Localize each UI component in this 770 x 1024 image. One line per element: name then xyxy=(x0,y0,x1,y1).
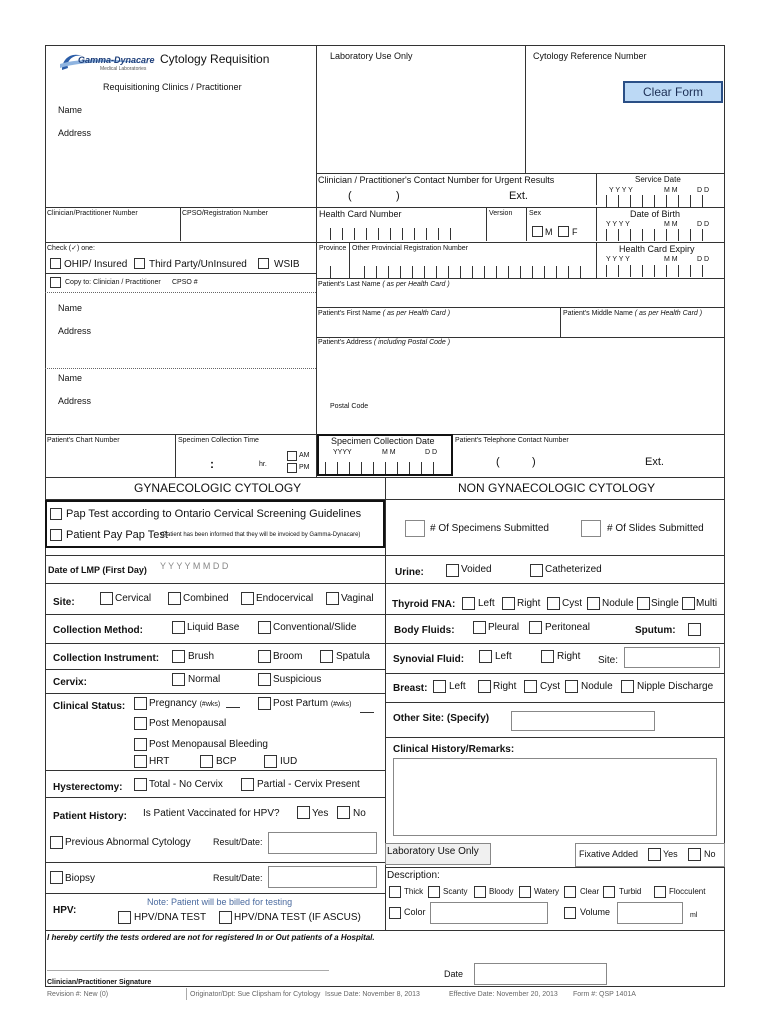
conventional-label: Conventional/Slide xyxy=(273,622,357,633)
province-label: Province xyxy=(319,245,347,252)
date-field[interactable] xyxy=(474,963,607,985)
service-date-label: Service Date xyxy=(635,175,681,184)
volume-label: Volume xyxy=(580,907,611,917)
syn-right-label: Right xyxy=(557,651,581,662)
province-boxes[interactable] xyxy=(330,265,342,277)
vacc-no-label: No xyxy=(353,808,366,819)
thyroid-right-label: Right xyxy=(517,598,541,609)
dob-boxes[interactable] xyxy=(606,228,714,240)
other-site-field[interactable] xyxy=(511,711,655,731)
biopsy-label: Biopsy xyxy=(65,873,96,884)
hpv-ascus-checkbox[interactable] xyxy=(219,911,232,924)
originator-label: Originator/Dpt: Sue Clipsham for Cytology xyxy=(190,991,321,998)
ml-label: ml xyxy=(690,912,698,919)
post-meno-bleed-label: Post Menopausal Bleeding xyxy=(149,739,268,750)
result-date-label: Result/Date: xyxy=(213,837,263,847)
fix-yes-label: Yes xyxy=(663,849,678,859)
wsib-checkbox[interactable] xyxy=(258,258,269,269)
iud-label: IUD xyxy=(280,756,298,767)
dob-dd: D D xyxy=(697,221,710,228)
last-name-label: Patient's Last Name ( as per Health Card ) xyxy=(318,281,450,288)
endocervical-label: Endocervical xyxy=(256,593,314,604)
syn-right-checkbox[interactable] xyxy=(541,650,554,663)
paren-close: ) xyxy=(396,190,400,202)
cervical-checkbox[interactable] xyxy=(100,592,113,605)
tel-paren-open: ( xyxy=(496,456,500,468)
syn-site-label: Site: xyxy=(598,655,619,666)
hpv-label: HPV: xyxy=(53,905,77,916)
nongyn-heading: NON GYNAECOLOGIC CYTOLOGY xyxy=(458,481,656,495)
prev-abn-result-field[interactable] xyxy=(268,832,377,854)
voided-checkbox[interactable] xyxy=(446,564,459,577)
breast-left-checkbox[interactable] xyxy=(433,680,446,693)
volume-checkbox[interactable] xyxy=(564,907,576,919)
body-fluids-label: Body Fluids: xyxy=(394,625,455,636)
chart-number-label: Patient's Chart Number xyxy=(47,437,120,444)
scanty-checkbox[interactable] xyxy=(428,886,440,898)
partial-checkbox[interactable] xyxy=(241,778,254,791)
thick-checkbox[interactable] xyxy=(389,886,401,898)
thyroid-label: Thyroid FNA: xyxy=(392,599,456,610)
clear-form-button[interactable]: Clear Form xyxy=(623,81,723,103)
normal-checkbox[interactable] xyxy=(172,673,185,686)
thyroid-nodule-label: Nodule xyxy=(602,598,634,609)
clin-status-label: Clinical Status: xyxy=(53,701,126,712)
first-name-label: Patient's First Name ( as per Health Card ) xyxy=(318,310,451,317)
pap-ontario-checkbox[interactable] xyxy=(50,508,62,520)
ext-label: Ext. xyxy=(509,190,528,202)
am-checkbox[interactable] xyxy=(287,451,297,461)
breast-cyst-label: Cyst xyxy=(540,681,560,692)
breast-cyst-checkbox[interactable] xyxy=(524,680,537,693)
patient-pay-note: (Patient has been informed that they will be invoiced by Gamma-Dynacare) xyxy=(161,532,361,538)
other-prov-boxes[interactable] xyxy=(364,265,592,277)
pregnancy-label: Pregnancy (#wks) xyxy=(149,698,221,709)
thyroid-nodule-checkbox[interactable] xyxy=(587,597,600,610)
thyroid-single-checkbox[interactable] xyxy=(637,597,650,610)
total-checkbox[interactable] xyxy=(134,778,147,791)
thyroid-cyst-label: Cyst xyxy=(562,598,582,609)
sex-m-label: M xyxy=(545,227,553,237)
synovial-label: Synovial Fluid: xyxy=(393,654,465,665)
coll-dd: D D xyxy=(425,449,438,456)
expiry-boxes[interactable] xyxy=(606,264,714,276)
catheterized-checkbox[interactable] xyxy=(530,564,543,577)
sex-f-label: F xyxy=(572,227,578,237)
coll-instr-label: Collection Instrument: xyxy=(53,653,160,664)
vacc-yes-checkbox[interactable] xyxy=(297,806,310,819)
num-slides-field[interactable] xyxy=(581,520,601,537)
suspicious-checkbox[interactable] xyxy=(258,673,271,686)
hrt-checkbox[interactable] xyxy=(134,755,147,768)
bloody-checkbox[interactable] xyxy=(474,886,486,898)
hpv-note: Note: Patient will be billed for testing xyxy=(147,897,293,907)
fixative-label: Fixative Added xyxy=(579,849,639,859)
second-name-label: Name xyxy=(58,373,83,383)
conventional-checkbox[interactable] xyxy=(258,621,271,634)
vacc-no-checkbox[interactable] xyxy=(337,806,350,819)
ohip-label: OHIP/ Insured xyxy=(64,259,128,270)
name-label: Name xyxy=(58,105,83,115)
bcp-label: BCP xyxy=(216,756,237,767)
prev-abn-checkbox[interactable] xyxy=(50,836,63,849)
contact-label: Clinician / Practitioner's Contact Number for Urgent Results xyxy=(318,175,555,185)
hpv-dna-checkbox[interactable] xyxy=(118,911,131,924)
syn-left-label: Left xyxy=(495,651,512,662)
prev-abn-label: Previous Abnormal Cytology xyxy=(65,837,191,848)
lab-use2-label: Laboratory Use Only xyxy=(387,846,479,857)
spatula-label: Spatula xyxy=(336,651,370,662)
tel-paren-close: ) xyxy=(532,456,536,468)
hr-label: hr. xyxy=(259,461,267,468)
health-card-boxes[interactable] xyxy=(330,227,462,239)
clear-checkbox[interactable] xyxy=(564,886,576,898)
iud-checkbox[interactable] xyxy=(264,755,277,768)
patient-pay-label: Patient Pay Pap Test xyxy=(66,529,168,541)
health-card-label: Health Card Number xyxy=(319,209,402,219)
req-clinics-label: Requisitioning Clinics / Practitioner xyxy=(103,82,242,92)
flocculent-checkbox[interactable] xyxy=(654,886,666,898)
num-specimens-field[interactable] xyxy=(405,520,425,537)
sputum-checkbox[interactable] xyxy=(688,623,701,636)
copy-address-label: Address xyxy=(58,326,92,336)
nipple-checkbox[interactable] xyxy=(621,680,634,693)
other-site-label: Other Site: (Specify) xyxy=(393,713,490,724)
post-partum-label: Post Partum (#wks) xyxy=(273,698,352,709)
hpv-dna-label: HPV/DNA TEST xyxy=(134,912,207,923)
vaginal-checkbox[interactable] xyxy=(326,592,339,605)
hpv-ascus-label: HPV/DNA TEST (IF ASCUS) xyxy=(234,912,361,923)
copy-name-label: Name xyxy=(58,303,83,313)
effective-label: Effective Date: November 20, 2013 xyxy=(449,991,558,998)
thyroid-right-checkbox[interactable] xyxy=(502,597,515,610)
copy-to-checkbox[interactable] xyxy=(50,277,61,288)
date-label: Date xyxy=(444,969,464,979)
thyroid-multi-label: Multi xyxy=(696,598,718,609)
signature-label: Clinician/Practitioner Signature xyxy=(47,979,152,986)
liquid-base-label: Liquid Base xyxy=(187,622,240,633)
pleural-checkbox[interactable] xyxy=(473,621,486,634)
thick-label: Thick xyxy=(404,887,424,896)
cervical-label: Cervical xyxy=(115,593,152,604)
breast-right-checkbox[interactable] xyxy=(478,680,491,693)
breast-label: Breast: xyxy=(393,683,428,694)
catheterized-label: Catheterized xyxy=(545,564,602,575)
syn-left-checkbox[interactable] xyxy=(479,650,492,663)
pt-address-label: Patient's Address ( including Postal Code ) xyxy=(318,339,451,346)
patient-pay-checkbox[interactable] xyxy=(50,529,62,541)
cpso-reg-label: CPSO/Registration Number xyxy=(182,210,268,217)
dob-yyyy: Y Y Y Y xyxy=(606,221,630,228)
num-specimens-label: # Of Specimens Submitted xyxy=(430,523,549,534)
second-address-label: Address xyxy=(58,396,92,406)
color-checkbox[interactable] xyxy=(389,907,401,919)
site-label: Site: xyxy=(53,597,75,608)
time-colon: : xyxy=(210,457,214,471)
vacc-yes-label: Yes xyxy=(312,808,329,819)
revision-label: Revision #: New (0) xyxy=(47,991,109,998)
hrt-label: HRT xyxy=(149,756,170,767)
sex-label: Sex xyxy=(529,210,542,217)
gyn-heading: GYNAECOLOGIC CYTOLOGY xyxy=(134,481,302,495)
bcp-checkbox[interactable] xyxy=(200,755,213,768)
sex-m-checkbox[interactable] xyxy=(532,226,543,237)
logo-text: Gamma-Dynacare xyxy=(78,55,155,65)
clin-hist-field[interactable] xyxy=(393,758,717,836)
volume-field[interactable] xyxy=(617,902,683,924)
clin-number-label: Clinician/Practitioner Number xyxy=(47,210,138,217)
fix-no-checkbox[interactable] xyxy=(688,848,701,861)
broom-label: Broom xyxy=(273,651,303,662)
thyroid-left-label: Left xyxy=(478,598,495,609)
broom-checkbox[interactable] xyxy=(258,650,271,663)
wsib-label: WSIB xyxy=(274,259,300,270)
signature-line[interactable] xyxy=(47,970,329,971)
combined-label: Combined xyxy=(183,593,229,604)
lmp-format[interactable]: Y Y Y Y M M D D xyxy=(160,561,229,571)
hpv-vacc-label: Is Patient Vaccinated for HPV? xyxy=(143,808,280,819)
lmp-label: Date of LMP (First Day) xyxy=(48,565,147,575)
tel-label: Patient's Telephone Contact Number xyxy=(455,437,569,444)
sputum-label: Sputum: xyxy=(635,625,676,636)
expiry-mm: M M xyxy=(664,256,678,263)
post-meno-label: Post Menopausal xyxy=(149,718,227,729)
sex-f-checkbox[interactable] xyxy=(558,226,569,237)
num-slides-label: # Of Slides Submitted xyxy=(607,523,704,534)
ohip-checkbox[interactable] xyxy=(50,258,61,269)
service-mm: M M xyxy=(664,187,678,194)
cpso-hash-label: CPSO # xyxy=(172,279,198,286)
coll-yyyy: YYYY xyxy=(333,449,352,456)
cyto-ref-label: Cytology Reference Number xyxy=(533,51,647,61)
peritoneal-label: Peritoneal xyxy=(545,622,591,633)
service-date-boxes[interactable] xyxy=(606,194,714,206)
other-prov-label: Other Provincial Registration Number xyxy=(352,245,468,252)
total-label: Total - No Cervix xyxy=(149,779,223,790)
dob-label: Date of Birth xyxy=(630,209,681,219)
clin-hist-label: Clinical History/Remarks: xyxy=(393,744,515,755)
coll-method-label: Collection Method: xyxy=(53,625,143,636)
normal-label: Normal xyxy=(188,674,221,685)
copy-to-label: Copy to: Clinician / Practitioner xyxy=(65,279,161,286)
thyroid-left-checkbox[interactable] xyxy=(462,597,475,610)
peritoneal-checkbox[interactable] xyxy=(529,621,542,634)
breast-nodule-checkbox[interactable] xyxy=(565,680,578,693)
syn-site-field[interactable] xyxy=(624,647,720,668)
thyroid-multi-checkbox[interactable] xyxy=(682,597,695,610)
biopsy-result-field[interactable] xyxy=(268,866,377,888)
logo-sub: Medical Laboratories xyxy=(100,66,147,72)
urine-label: Urine: xyxy=(395,567,424,578)
expiry-yyyy: Y Y Y Y xyxy=(606,256,630,263)
pt-history-label: Patient History: xyxy=(53,811,127,822)
dob-mm: M M xyxy=(664,221,678,228)
voided-label: Voided xyxy=(461,564,492,575)
hc-expiry-label: Health Card Expiry xyxy=(619,244,695,254)
third-party-checkbox[interactable] xyxy=(134,258,145,269)
result-date2-label: Result/Date: xyxy=(213,873,263,883)
breast-left-label: Left xyxy=(449,681,466,692)
coll-date-ticks xyxy=(325,461,445,473)
partial-label: Partial - Cervix Present xyxy=(257,779,360,790)
color-field[interactable] xyxy=(430,902,548,924)
spatula-checkbox[interactable] xyxy=(320,650,333,663)
pm-label: PM xyxy=(299,464,310,471)
pap-ontario-label: Pap Test according to Ontario Cervical Screening Guidelines xyxy=(66,508,362,520)
coll-date-label: Specimen Collection Date xyxy=(331,436,435,446)
coll-time-label: Specimen Collection Time xyxy=(178,437,259,444)
thyroid-cyst-checkbox[interactable] xyxy=(547,597,560,610)
pm-checkbox[interactable] xyxy=(287,463,297,473)
pregnancy-checkbox[interactable] xyxy=(134,697,147,710)
fix-no-label: No xyxy=(704,849,716,859)
lab-use-label: Laboratory Use Only xyxy=(330,51,413,61)
description-label: Description: xyxy=(387,870,440,881)
brush-checkbox[interactable] xyxy=(172,650,185,663)
watery-checkbox[interactable] xyxy=(519,886,531,898)
biopsy-checkbox[interactable] xyxy=(50,871,63,884)
company-logo xyxy=(58,50,153,76)
turbid-label: Turbid xyxy=(619,887,642,896)
address-label: Address xyxy=(58,128,92,138)
post-meno-bleed-checkbox[interactable] xyxy=(134,738,147,751)
vaginal-label: Vaginal xyxy=(341,593,374,604)
endocervical-checkbox[interactable] xyxy=(241,592,254,605)
coll-mm: M M xyxy=(382,449,396,456)
brush-label: Brush xyxy=(188,651,215,662)
cervix-label: Cervix: xyxy=(53,677,87,688)
expiry-dd: D D xyxy=(697,256,710,263)
post-partum-checkbox[interactable] xyxy=(258,697,271,710)
color-label: Color xyxy=(404,907,426,917)
third-party-label: Third Party/UnInsured xyxy=(149,259,247,270)
issue-label: Issue Date: November 8, 2013 xyxy=(325,991,420,998)
watery-label: Watery xyxy=(534,887,560,896)
breast-nodule-label: Nodule xyxy=(581,681,613,692)
middle-name-label: Patient's Middle Name ( as per Health Card ) xyxy=(563,310,703,317)
certify-text: I hereby certify the tests ordered are not for registered In or Out patients of a Hospital. xyxy=(47,933,375,942)
suspicious-label: Suspicious xyxy=(273,674,322,685)
liquid-base-checkbox[interactable] xyxy=(172,621,185,634)
form-title: Cytology Requisition xyxy=(160,52,270,66)
version-label: Version xyxy=(489,210,513,217)
paren-open: ( xyxy=(348,190,352,202)
postal-code-label: Postal Code xyxy=(330,403,369,410)
flocculent-label: Flocculent xyxy=(669,887,706,896)
fix-yes-checkbox[interactable] xyxy=(648,848,661,861)
nipple-label: Nipple Discharge xyxy=(637,681,714,692)
bloody-label: Bloody xyxy=(489,887,514,896)
check-one-label: Check (✓) one: xyxy=(47,245,95,252)
thyroid-single-label: Single xyxy=(651,598,679,609)
service-dd: D D xyxy=(697,187,710,194)
service-yyyy: Y Y Y Y xyxy=(609,187,633,194)
hysterectomy-label: Hysterectomy: xyxy=(53,782,123,793)
am-label: AM xyxy=(299,452,310,459)
clear-label: Clear xyxy=(580,887,600,896)
pleural-label: Pleural xyxy=(488,622,520,633)
form-no-label: Form #: QSP 1401A xyxy=(573,991,636,998)
turbid-checkbox[interactable] xyxy=(603,886,615,898)
post-meno-checkbox[interactable] xyxy=(134,717,147,730)
scanty-label: Scanty xyxy=(443,887,468,896)
breast-right-label: Right xyxy=(493,681,517,692)
combined-checkbox[interactable] xyxy=(168,592,181,605)
tel-ext-label: Ext. xyxy=(645,456,664,468)
